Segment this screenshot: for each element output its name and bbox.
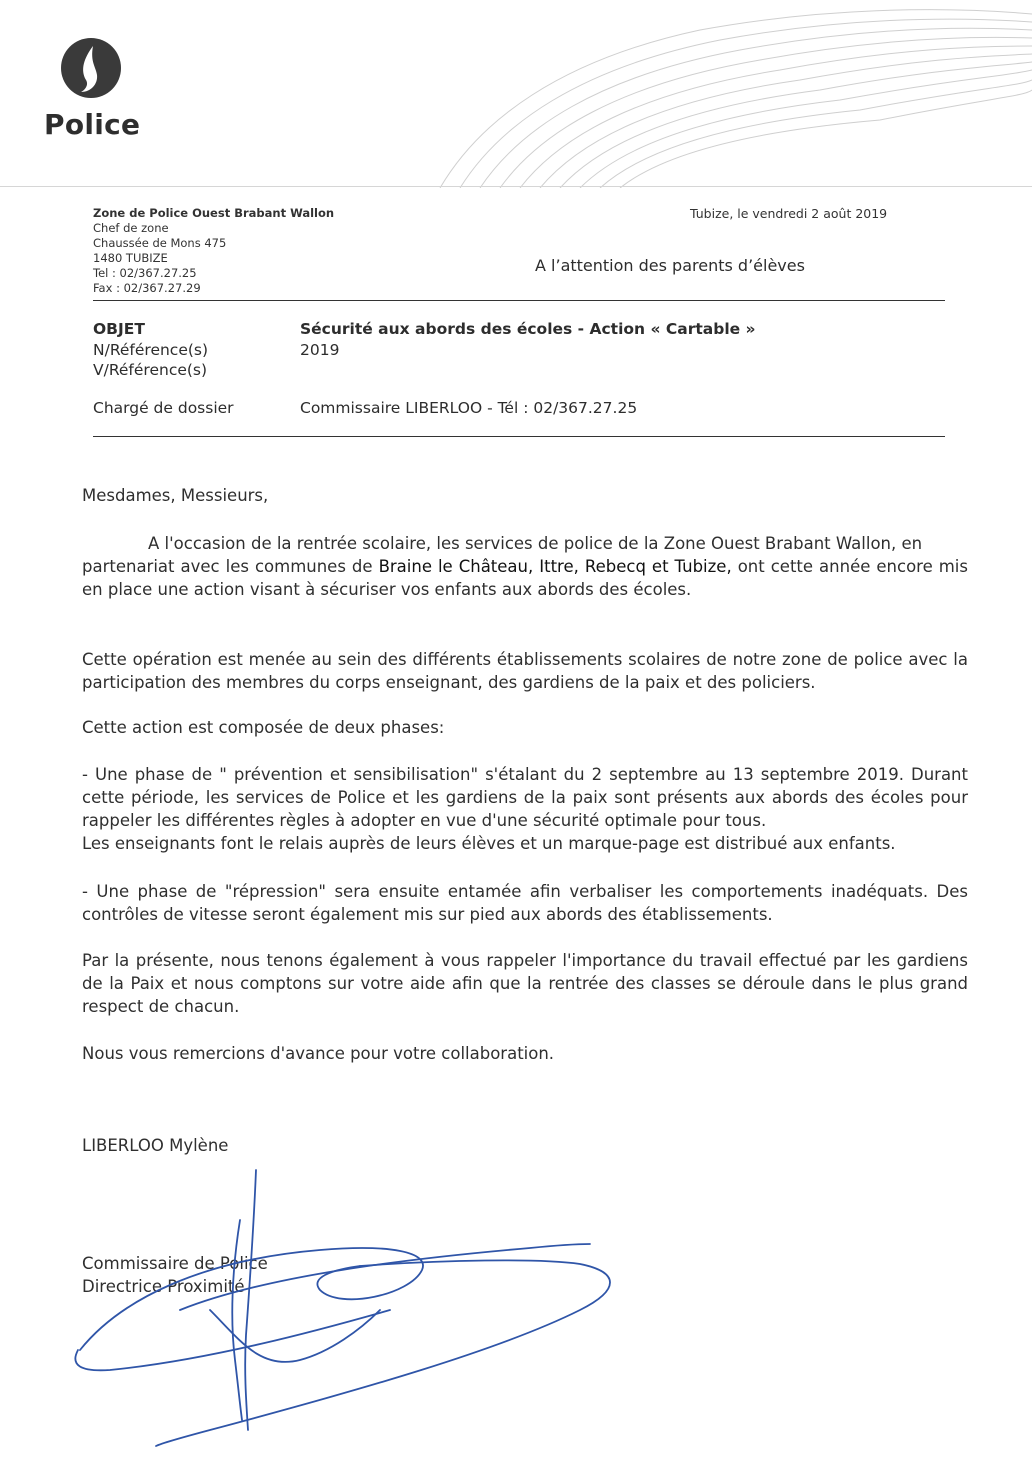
paragraph-6: Par la présente, nous tenons également à vous rappeler l'importance du travail effectué par les gardiens de la Paix et nous comptons sur votre aide afin que la rentrée des classes se déroule dans le plus grand respect de chacun. bbox=[82, 951, 968, 1016]
recipient-line: A l’attention des parents d’élèves bbox=[535, 256, 805, 275]
police-logo-text: Police bbox=[44, 108, 141, 141]
paragraph-4-text: - Une phase de " prévention et sensibilisation" s'étalant du 2 septembre au 13 septembre 2019. Durant cette période, les services de Police et les gardiens de la paix sont présents aux abords des écoles pour rappeler les différentes règles à adopter en vue d'une sécurité optimale pour tous. bbox=[82, 765, 968, 830]
charge-label: Chargé de dossier bbox=[93, 399, 234, 417]
paragraph-5: - Une phase de "répression" sera ensuite entamée afin verbaliser les comportements inadéquats. Des contrôles de vitesse seront également mis sur pied aux abords des établissements. bbox=[82, 882, 968, 924]
sender-block bbox=[93, 206, 393, 296]
handwritten-signature-icon bbox=[60, 1160, 640, 1460]
sender-role: Chef de zone bbox=[93, 221, 169, 235]
nref-label: N/Référence(s) bbox=[93, 341, 209, 359]
vref-label: V/Référence(s) bbox=[93, 361, 208, 379]
meta-bottom-rule bbox=[93, 436, 945, 437]
sender-fax: Fax : 02/367.27.29 bbox=[93, 281, 201, 295]
objet-label: OBJET bbox=[93, 320, 145, 338]
paragraph-4 bbox=[82, 763, 968, 855]
paragraph-1 bbox=[82, 532, 968, 601]
paragraph-1-communes: Braine le Château, Ittre, Rebecq et Tubize, bbox=[378, 557, 732, 576]
charge-value: Commissaire LIBERLOO - Tél : 02/367.27.25 bbox=[300, 399, 638, 417]
signatory-name: LIBERLOO Mylène bbox=[82, 1136, 229, 1155]
sender-zone: Zone de Police Ouest Brabant Wallon bbox=[93, 206, 335, 220]
date-line: Tubize, le vendredi 2 août 2019 bbox=[690, 206, 888, 221]
meta-top-rule bbox=[93, 300, 945, 301]
paragraph-7: Nous vous remercions d'avance pour votre collaboration. bbox=[82, 1044, 555, 1063]
signatory-title-2: Directrice Proximité bbox=[82, 1277, 245, 1296]
sender-street: Chaussée de Mons 475 bbox=[93, 236, 227, 250]
salutation: Mesdames, Messieurs, bbox=[82, 486, 269, 505]
paragraph-1-text-b: ont cette année encore mis en place une action visant à sécuriser vos enfants aux abords des écoles. bbox=[82, 557, 968, 599]
sender-city: 1480 TUBIZE bbox=[93, 251, 168, 265]
signatory-title-1: Commissaire de Police bbox=[82, 1254, 268, 1273]
paragraph-3: Cette action est composée de deux phases: bbox=[82, 718, 445, 737]
header-separator bbox=[0, 186, 1032, 187]
paragraph-2: Cette opération est menée au sein des différents établissements scolaires de notre zone de police avec la participation des membres du corps enseignant, des gardiens de la paix et des policiers. bbox=[82, 650, 968, 692]
sender-tel: Tel : 02/367.27.25 bbox=[93, 266, 197, 280]
paragraph-4-text-b: Les enseignants font le relais auprès de leurs élèves et un marque-page est distribué aux enfants. bbox=[82, 834, 896, 853]
header-wave-decoration bbox=[420, 0, 1032, 188]
police-flame-logo-icon bbox=[60, 36, 122, 100]
paragraph-1-text-a: partenariat avec les communes de bbox=[82, 557, 379, 576]
nref-value: 2019 bbox=[300, 341, 340, 359]
paragraph-1-first-line: A l'occasion de la rentrée scolaire, les services de police de la Zone Ouest Brabant Wallon, en bbox=[148, 534, 923, 553]
objet-value: Sécurité aux abords des écoles - Action « Cartable » bbox=[300, 320, 756, 338]
